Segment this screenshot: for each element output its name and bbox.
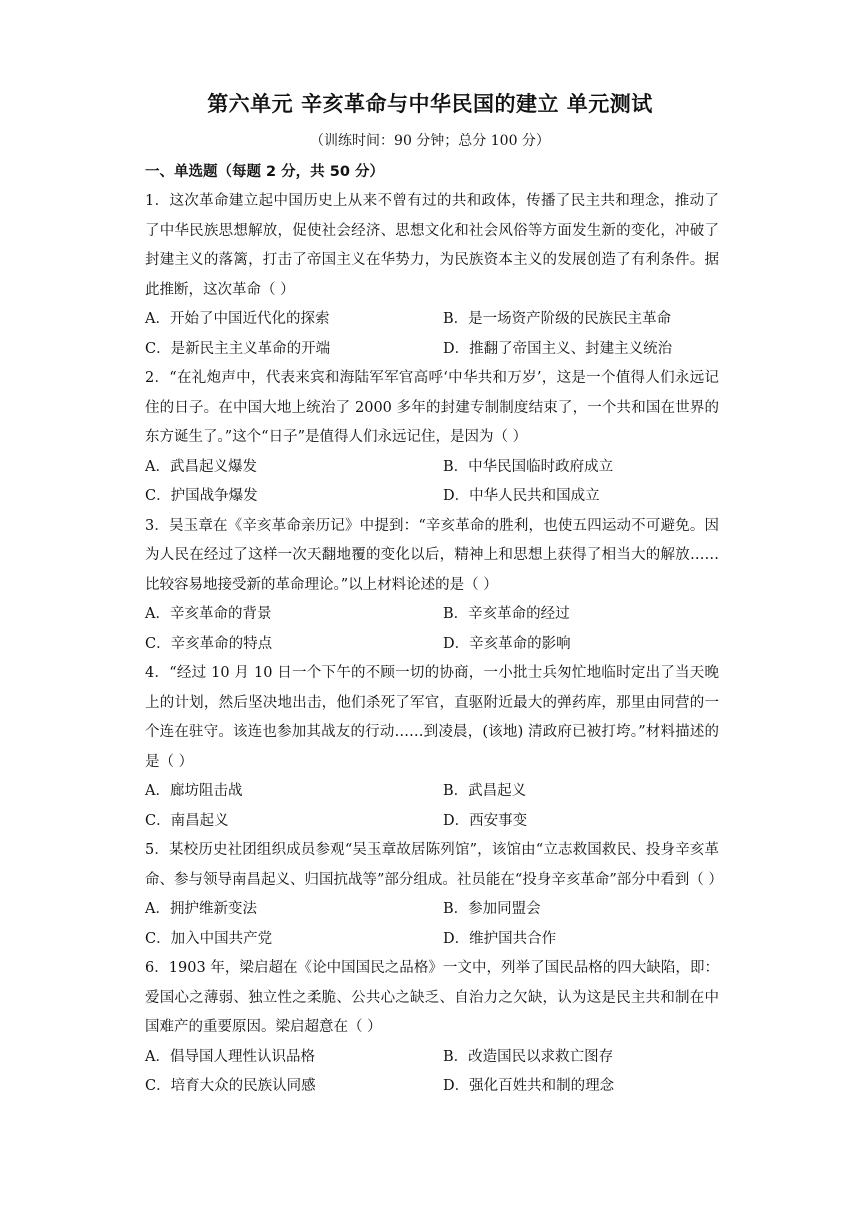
- option-a: A．开始了中国近代化的探索: [145, 311, 330, 327]
- option-a: A．廊坊阻击战: [145, 783, 243, 799]
- page-subtitle: （训练时间：90 分钟；总分 100 分）: [310, 133, 550, 149]
- option-grid: [145, 305, 719, 364]
- option-a: A．武昌起义爆发: [145, 458, 257, 475]
- question-5: [145, 836, 723, 954]
- option-grid: [145, 1043, 719, 1102]
- question-6: [145, 954, 719, 1102]
- option-c: C．加入中国共产党: [145, 930, 273, 947]
- option-grid: [145, 895, 719, 954]
- question-3: [145, 512, 719, 660]
- section-heading: 一、单选题（每题 2 分，共 50 分）: [145, 164, 384, 180]
- question-stem: 6．1903 年，梁启超在《论中国国民之品格》一文中，列举了国民品格的四大缺陷，即：爱国心之薄弱、独立性之柔脆、公共心之缺乏、自治力之欠缺，认为这是民主共和制在中国难产的重要原因。梁启超意在（ ）: [145, 960, 719, 1035]
- question-stem: 2．“在礼炮声中，代表来宾和海陆军军官高呼‘中华共和万岁’，这是一个值得人们永远记住的日子。在中国大地上统治了 2000 多年的封建专制制度结束了，一个共和国在世界的东方诞生了。”这个“日子”是值得人们永远记住，是因为（ ）: [145, 370, 719, 445]
- question-list: [145, 187, 723, 1102]
- option-a: A．倡导国人理性认识品格: [145, 1048, 315, 1065]
- option-c: C．培育大众的民族认同感: [145, 1078, 316, 1094]
- question-stem: 4．“经过 10 月 10 日一个下午的不顾一切的协商，一小批士兵匆忙地临时定出了当天晚上的计划，然后坚决地出击，他们杀死了军官，直驱附近最大的弹药库，那里由同营的一个连在驻守。该连也参加其战友的行动……到凌晨，(该地) 清政府已被打垮。”材料描述的是（ ）: [145, 665, 719, 770]
- option-d: D．强化百姓共和制的理念: [443, 1078, 615, 1094]
- option-b: B．武昌起义: [443, 783, 527, 799]
- question-4: [145, 659, 719, 836]
- question-stem: 1．这次革命建立起中国历史上从来不曾有过的共和政体，传播了民主共和理念，推动了了中华民族思想解放，促使社会经济、思想文化和社会风俗等方面发生新的变化，冲破了封建主义的落篱，打击了帝国主义在华势力，为民族资本主义的发展创造了有利条件。据此推断，这次革命（ ）: [145, 193, 719, 298]
- option-a: A．辛亥革命的背景: [145, 606, 272, 622]
- option-d: D．推翻了帝国主义、封建主义统治: [443, 340, 673, 357]
- option-c: C．护国战争爆发: [145, 488, 258, 504]
- option-c: C．是新民主主义革命的开端: [145, 340, 331, 357]
- option-b: B．中华民国临时政府成立: [443, 458, 614, 475]
- question-1: [145, 187, 719, 364]
- option-d: D．维护国共合作: [443, 930, 557, 947]
- question-stem: 3．吴玉章在《辛亥革命亲历记》中提到：“辛亥革命的胜利，也使五四运动不可避免。因为人民在经过了这样一次天翻地覆的变化以后，精神上和思想上获得了相当大的解放……比较容易地接受新的革命理论。”以上材料论述的是（ ）: [145, 517, 719, 593]
- option-d: D．西安事变: [443, 812, 528, 829]
- option-c: C．南昌起义: [145, 812, 229, 829]
- option-b: B．辛亥革命的经过: [443, 606, 570, 622]
- option-b: B．改造国民以求救亡图存: [443, 1048, 614, 1065]
- option-b: B．参加同盟会: [443, 901, 541, 917]
- option-grid: [145, 453, 719, 512]
- option-a: A．拥护维新变法: [145, 901, 257, 917]
- option-grid: [145, 600, 719, 659]
- question-2: [145, 364, 719, 512]
- option-c: C．辛亥革命的特点: [145, 635, 273, 652]
- option-d: D．辛亥革命的影响: [443, 635, 571, 652]
- page-title: 第六单元 辛亥革命与中华民国的建立 单元测试: [207, 92, 653, 116]
- question-stem: 5．某校历史社团组织成员参观“吴玉章故居陈列馆”，该馆由“立志救国救民、投身辛亥革命、参与领导南昌起义、归国抗战等”部分组成。社员能在“投身辛亥革命”部分中看到（ ）: [145, 842, 723, 888]
- option-grid: [145, 777, 719, 836]
- option-b: B．是一场资产阶级的民族民主革命: [443, 311, 672, 327]
- option-d: D．中华人民共和国成立: [443, 488, 600, 504]
